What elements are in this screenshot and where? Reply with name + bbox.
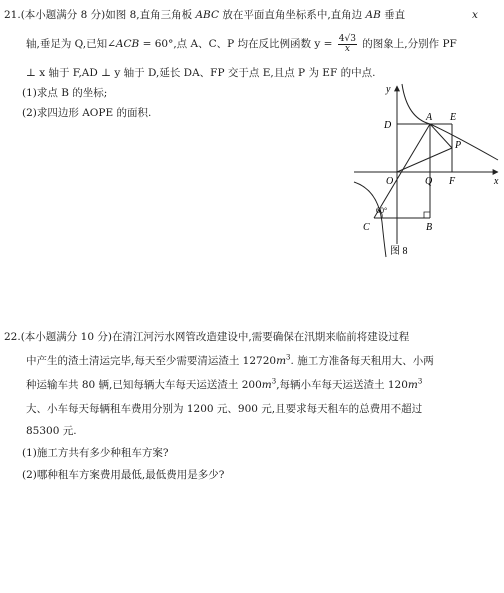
fraction-denominator: x [344,43,350,54]
q21-text: 如图 8,直角三角板 [105,9,196,21]
q21-acb: ACB [115,38,140,50]
unit-m: m [261,379,272,391]
q21-sub1 [22,86,107,100]
q21-line-3 [26,66,375,80]
fraction-numerator: 4√3 [338,33,356,44]
q22-line-2 [26,354,434,368]
q21-x-end [472,8,478,22]
q21-abc: ABC [195,9,219,21]
line-OP [397,148,452,172]
label-E: E [450,112,457,123]
q21-ab: AB [365,9,381,21]
label-P: P [455,140,462,151]
label-F: F [449,176,456,187]
q22-text: 种运输车共 80 辆,已知每辆大车每天运送渣土 200 [26,379,262,391]
q22-sub2 [22,468,224,482]
q22-sub1-text: (1)施工方共有多少种租车方案? [22,447,169,459]
q22-line-3 [26,378,422,392]
q22-line-4 [26,402,422,416]
line-AC [374,124,430,218]
q22-text: ,每辆小车每天运送渣土 120 [276,379,408,391]
q21-text: 轴,垂足为 Q,已知∠ [26,38,116,50]
label-D: D [384,120,392,131]
q21-sub1-text: (1)求点 B 的坐标; [22,87,108,99]
q22-text: 在清江河污水网管改造建设中,需要确保在汛期来临前将建设过程 [111,331,410,343]
q21-text: 的图象上,分别作 PF [358,38,457,50]
unit-exp: 3 [271,377,277,386]
label-A: A [426,112,433,123]
unit-exp: 3 [417,377,423,386]
q21-line-1 [4,8,405,22]
label-x: x [494,176,499,187]
q21-score: (本小题满分 8 分) [20,9,106,21]
q21-text: ⊥ x 轴于 F,AD ⊥ y 轴于 D,延长 DA、FP 交于点 E,且点 P 为 EF 的中点. [26,67,376,79]
q22-text: . 施工方准备每天租用大、小两 [290,355,434,367]
label-O: O [386,176,394,187]
q21-number: 21. [4,9,21,21]
q22-sub2-text: (2)哪种租车方案费用最低,最低费用是多少? [22,469,225,481]
unit-m: m [407,379,418,391]
line-AP [430,124,452,148]
label-angle: 60° [376,206,388,215]
unit-exp: 3 [286,353,291,362]
label-y: y [386,84,391,95]
unit-m: m [276,355,287,367]
right-angle-mark [424,212,430,218]
q22-number: 22. [4,331,21,343]
q21-x: x [472,9,478,21]
label-Q: Q [425,176,433,187]
q22-text: 85300 元. [26,425,77,437]
label-B: B [426,222,433,233]
q22-line-5 [26,424,77,438]
q22-text: 大、小车每天每辆租车费用分别为 1200 元、900 元,且要求每天租车的总费用不超过 [26,403,423,415]
q22-text: 中产生的渣土清运完毕,每天至少需要清运渣土 12720 [26,355,277,367]
q21-sub2-text: (2)求四边形 AOPE 的面积. [22,107,152,119]
hyperbola-branch-2 [354,182,386,257]
figure-caption: 图 8 [390,246,408,257]
q22-line-1 [4,330,409,344]
q22-score: (本小题满分 10 分) [20,331,112,343]
figure-8 [352,82,504,262]
q21-sub2 [22,106,151,120]
q21-text: = 60°,点 A、C、P 均在反比例函数 y = [139,38,336,50]
q21-text: 放在平面直角坐标系中,直角边 [219,9,366,21]
q22-sub1 [22,446,169,460]
label-C: C [363,222,370,233]
q21-fraction [338,35,357,54]
q21-text: 垂直 [380,9,406,21]
q21-line-2 [26,33,457,55]
